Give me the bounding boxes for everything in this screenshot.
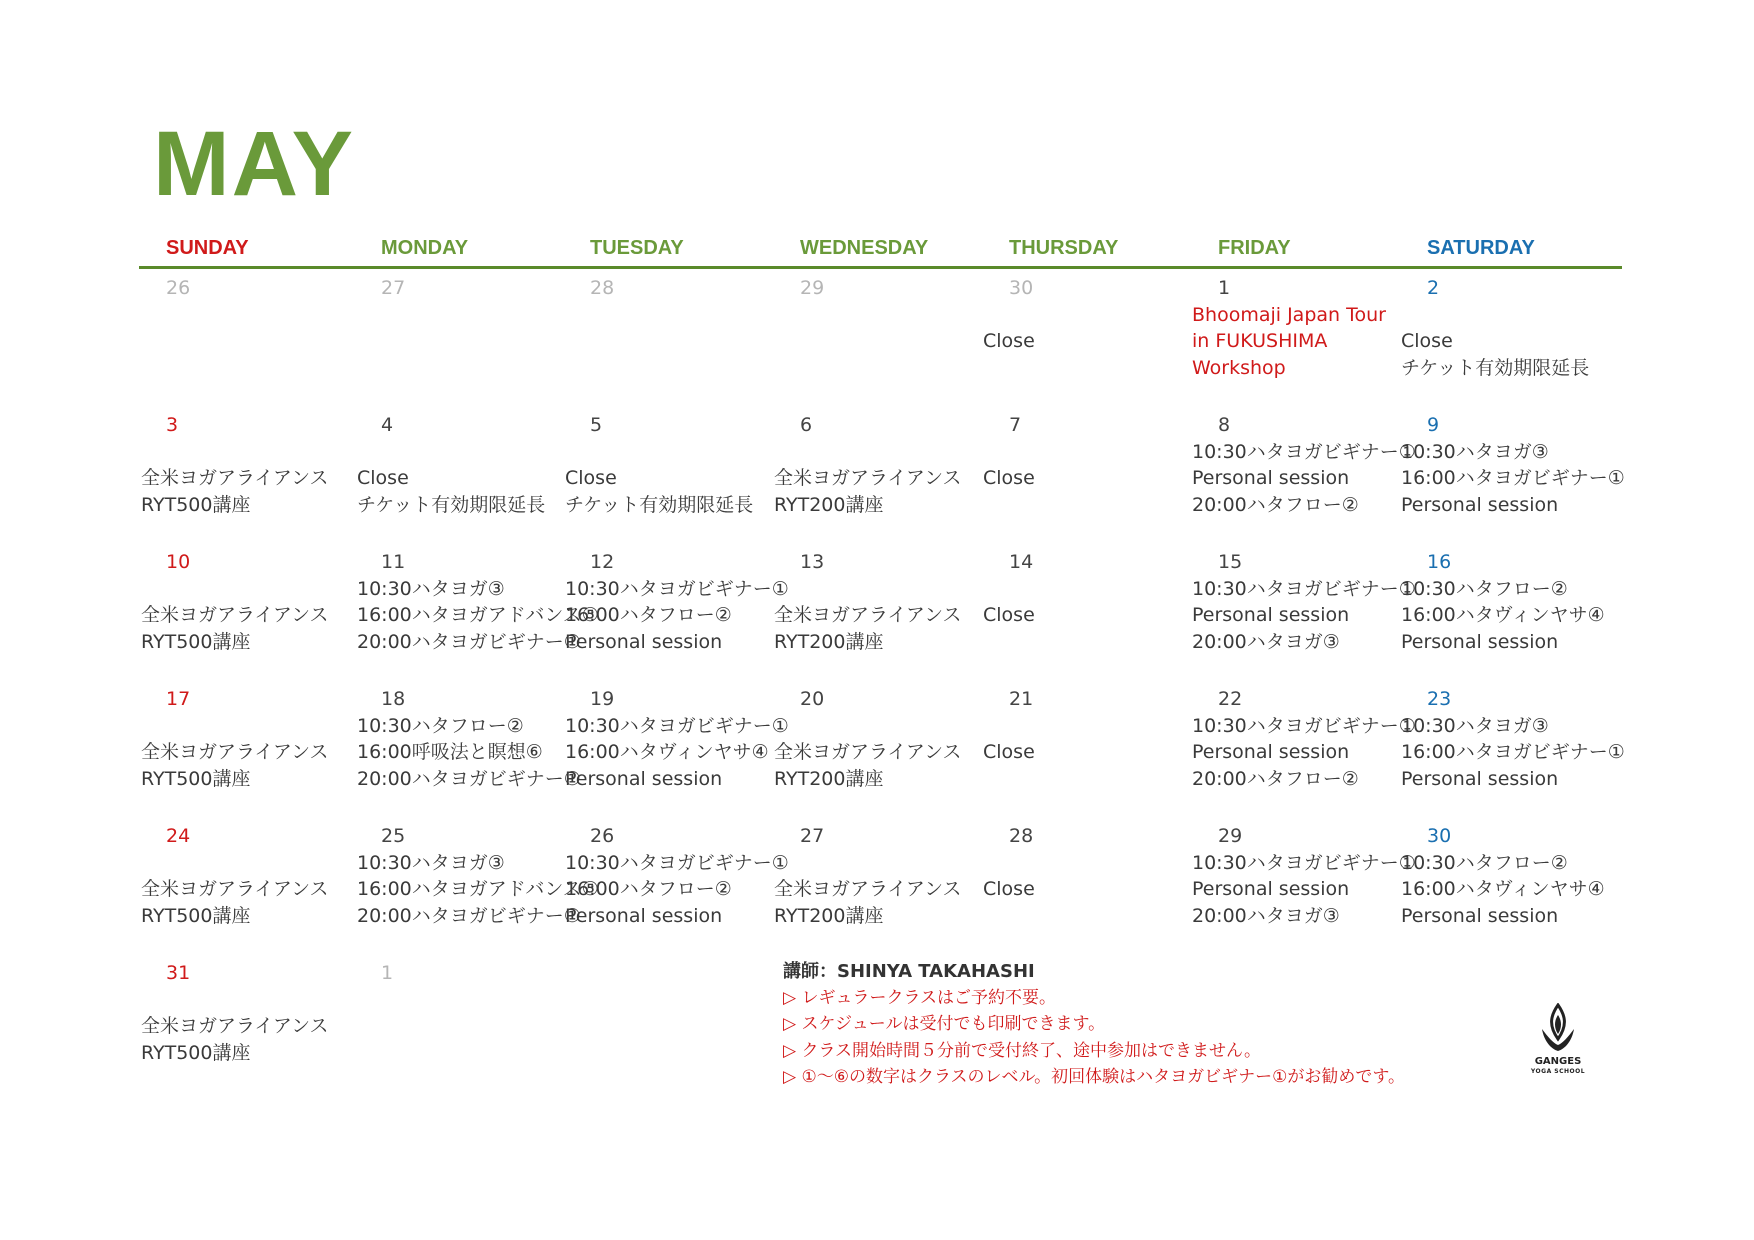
event-line: 20:00ハタフロー② (1192, 767, 1359, 790)
day-number: 6 (800, 414, 813, 436)
day-number: 17 (166, 688, 191, 710)
event-line: RYT200講座 (774, 630, 884, 653)
event-line: Personal session (1401, 904, 1559, 927)
event-line: 10:30ハタヨガ③ (1401, 714, 1549, 737)
event-line: 16:00ハタヨガビギナー① (1401, 467, 1625, 489)
day-number: 23 (1427, 688, 1452, 710)
event-line: Personal session (1192, 604, 1350, 626)
event-line: 全米ヨガアライアンス (141, 878, 329, 900)
day-number: 29 (800, 277, 825, 299)
event-line: 16:00ハタヴィンヤサ④ (1401, 604, 1605, 626)
event-line: 16:00ハタフロー② (565, 878, 732, 900)
event-line: Close (983, 467, 1035, 489)
weekday-saturday: SATURDAY (1427, 237, 1535, 259)
day-number: 25 (381, 825, 406, 847)
event-line: Personal session (1401, 630, 1559, 653)
day-number: 20 (800, 688, 825, 710)
day-number: 3 (166, 414, 179, 436)
logo-subtitle: YOGA SCHOOL (1530, 1068, 1586, 1075)
event-line: 全米ヨガアライアンス (774, 467, 962, 489)
event-line: 16:00ハタヨガアドバンス⑤ (357, 878, 599, 900)
day-number: 27 (800, 825, 825, 847)
event-line: Bhoomaji Japan Tour (1192, 303, 1386, 326)
event-line: 16:00ハタヴィンヤサ④ (1401, 878, 1605, 900)
event-line: チケット有効期限延長 (565, 493, 754, 516)
event-line: 全米ヨガアライアンス (774, 741, 962, 763)
day-number: 22 (1218, 688, 1243, 710)
event-line: RYT500講座 (141, 767, 251, 790)
day-number: 14 (1009, 551, 1034, 573)
event-line: Personal session (565, 767, 723, 790)
weekday-friday: FRIDAY (1218, 237, 1291, 259)
day-number: 1 (381, 962, 394, 984)
event-line: Personal session (1192, 741, 1350, 763)
instructor-label: 講師：SHINYA TAKAHASHI (783, 961, 1035, 982)
ganges-logo (1523, 1003, 1593, 1089)
event-line: RYT500講座 (141, 493, 251, 516)
day-number: 5 (590, 414, 603, 436)
event-line: Workshop (1192, 356, 1286, 379)
event-line: 10:30ハタヨガビギナー① (565, 851, 789, 874)
event-line: 全米ヨガアライアンス (774, 604, 962, 626)
weekday-tuesday: TUESDAY (590, 237, 684, 259)
event-line: 全米ヨガアライアンス (774, 878, 962, 900)
event-line: Personal session (565, 904, 723, 927)
event-line: 16:00ハタフロー② (565, 604, 732, 626)
event-line: 全米ヨガアライアンス (141, 604, 329, 626)
event-line: 20:00ハタヨガビギナー① (357, 904, 581, 927)
event-line: 20:00ハタヨガビギナー① (357, 630, 581, 653)
event-line: 20:00ハタヨガ③ (1192, 904, 1340, 927)
event-line: 10:30ハタヨガ③ (357, 851, 505, 874)
event-line: 10:30ハタヨガビギナー① (1192, 851, 1416, 874)
event-line: Personal session (1401, 493, 1559, 516)
event-line: 16:00ハタヨガアドバンス⑤ (357, 604, 599, 626)
event-line: 16:00呼吸法と瞑想⑥ (357, 741, 543, 763)
day-number: 27 (381, 277, 406, 299)
logo-name: GANGES (1534, 1056, 1582, 1067)
day-number: 9 (1427, 414, 1440, 436)
event-line: 10:30ハタヨガビギナー① (1192, 714, 1416, 737)
lotus-flame-icon (1538, 1003, 1578, 1055)
event-line: Close (565, 467, 617, 489)
weekday-monday: MONDAY (381, 237, 469, 259)
event-line: 20:00ハタヨガ③ (1192, 630, 1340, 653)
event-line: Personal session (1192, 878, 1350, 900)
day-number: 30 (1009, 277, 1034, 299)
event-line: Personal session (565, 630, 723, 653)
event-line: 16:00ハタヴィンヤサ④ (565, 741, 769, 763)
event-line: RYT500講座 (141, 1041, 251, 1064)
event-line: 20:00ハタフロー② (1192, 493, 1359, 516)
day-number: 18 (381, 688, 406, 710)
day-number: 7 (1009, 414, 1022, 436)
event-line: 全米ヨガアライアンス (141, 467, 329, 489)
note-item: ▷ クラス開始時間５分前で受付終了、途中参加はできません。 (783, 1041, 1261, 1061)
event-line: RYT500講座 (141, 904, 251, 927)
day-number: 28 (1009, 825, 1034, 847)
event-line: 10:30ハタヨガビギナー① (1192, 577, 1416, 600)
note-item: ▷ レギュラークラスはご予約不要。 (783, 988, 1056, 1008)
day-number: 10 (166, 551, 191, 573)
event-line: Personal session (1192, 467, 1350, 489)
event-line: 全米ヨガアライアンス (141, 1015, 329, 1037)
note-item: ▷ ①～⑥の数字はクラスのレベル。初回体験はハタヨガビギナー①がお勧めです。 (783, 1067, 1405, 1087)
note-item: ▷ スケジュールは受付でも印刷できます。 (783, 1014, 1106, 1034)
day-number: 29 (1218, 825, 1243, 847)
event-line: 全米ヨガアライアンス (141, 741, 329, 763)
event-line: 10:30ハタヨガ③ (1401, 440, 1549, 463)
event-line: 10:30ハタヨガ③ (357, 577, 505, 600)
month-title: MAY (153, 113, 355, 215)
weekday-sunday: SUNDAY (166, 237, 249, 259)
event-line: Close (983, 878, 1035, 900)
event-line: 20:00ハタヨガビギナー① (357, 767, 581, 790)
event-line: in FUKUSHIMA (1192, 330, 1328, 352)
event-line: Close (983, 741, 1035, 763)
day-number: 21 (1009, 688, 1034, 710)
event-line: 10:30ハタフロー② (357, 714, 524, 737)
day-number: 24 (166, 825, 191, 847)
day-number: 4 (381, 414, 394, 436)
event-line: RYT200講座 (774, 493, 884, 516)
day-number: 26 (166, 277, 191, 299)
event-line: 10:30ハタフロー② (1401, 577, 1568, 600)
weekday-wednesday: WEDNESDAY (800, 237, 929, 259)
event-line: 10:30ハタフロー② (1401, 851, 1568, 874)
day-number: 11 (381, 551, 406, 573)
event-line: 10:30ハタヨガビギナー① (565, 714, 789, 737)
event-line: Close (983, 330, 1035, 352)
day-number: 15 (1218, 551, 1243, 573)
day-number: 26 (590, 825, 615, 847)
event-line: RYT200講座 (774, 767, 884, 790)
day-number: 13 (800, 551, 825, 573)
event-line: RYT500講座 (141, 630, 251, 653)
event-line: チケット有効期限延長 (1401, 356, 1590, 379)
event-line: Close (1401, 330, 1453, 352)
day-number: 16 (1427, 551, 1452, 573)
event-line: 16:00ハタヨガビギナー① (1401, 741, 1625, 763)
day-number: 1 (1218, 277, 1231, 299)
event-line: Personal session (1401, 767, 1559, 790)
day-number: 12 (590, 551, 615, 573)
day-number: 2 (1427, 277, 1440, 299)
header-divider (139, 266, 1622, 269)
day-number: 31 (166, 962, 191, 984)
event-line: 10:30ハタヨガビギナー① (565, 577, 789, 600)
event-line: チケット有効期限延長 (357, 493, 546, 516)
event-line: RYT200講座 (774, 904, 884, 927)
day-number: 8 (1218, 414, 1231, 436)
day-number: 19 (590, 688, 615, 710)
event-line: Close (983, 604, 1035, 626)
weekday-thursday: THURSDAY (1009, 237, 1119, 259)
day-number: 30 (1427, 825, 1452, 847)
event-line: Close (357, 467, 409, 489)
day-number: 28 (590, 277, 615, 299)
event-line: 10:30ハタヨガビギナー① (1192, 440, 1416, 463)
